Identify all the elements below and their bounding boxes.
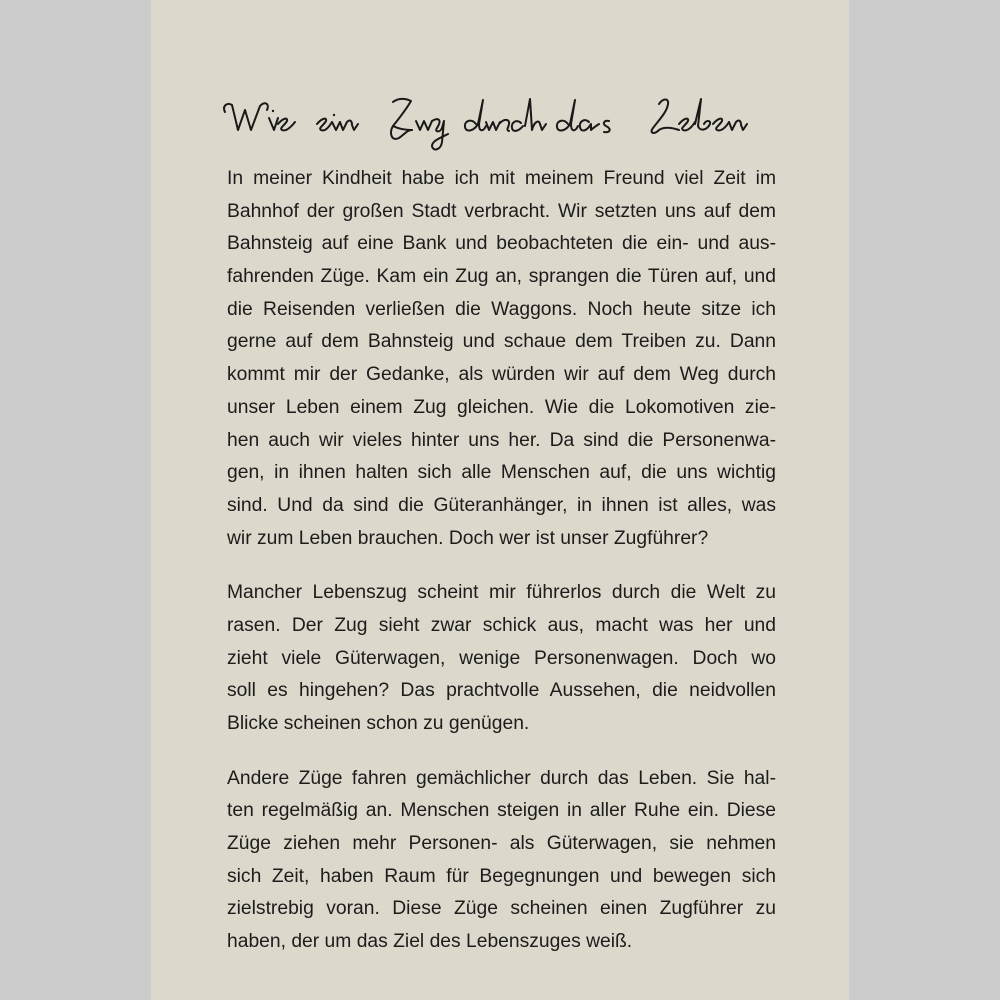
article-body xyxy=(227,163,776,981)
handwritten-title-signature xyxy=(221,86,781,156)
text-line: gen, in ihnen halten sich alle Menschen auf, die uns wichtig xyxy=(227,462,776,484)
text-line: die Reisenden verließen die Waggons. Noch heute sitze ich xyxy=(227,298,776,320)
text-line: zielstrebig voran. Diese Züge scheinen einen Zugführer zu xyxy=(227,898,776,920)
handwritten-title xyxy=(221,86,781,156)
text-line: Andere Züge fahren gemächlicher durch das Leben. Sie hal- xyxy=(227,767,776,789)
text-line: fahrenden Züge. Kam ein Zug an, sprangen die Türen auf, und xyxy=(227,266,776,288)
text-line: wir zum Leben brauchen. Doch wer ist unser Zugführer? xyxy=(227,527,709,549)
text-line: Mancher Lebenszug scheint mir führerlos durch die Welt zu xyxy=(227,582,776,604)
text-line: sind. Und da sind die Güteranhänger, in ihnen ist alles, was xyxy=(227,494,776,516)
text-line: soll es hingehen? Das prachtvolle Aussehen, die neidvollen xyxy=(227,680,776,702)
text-line: haben, der um das Ziel des Lebenszuges weiß. xyxy=(227,931,633,953)
text-line: Züge ziehen mehr Personen- als Güterwagen, sie nehmen xyxy=(227,833,776,855)
text-line: rasen. Der Zug sieht zwar schick aus, macht was her und xyxy=(227,614,776,636)
text-line: sich Zeit, haben Raum für Begegnungen und bewegen sich xyxy=(227,865,776,887)
text-line: ten regelmäßig an. Menschen steigen in aller Ruhe ein. Diese xyxy=(227,800,776,822)
paragraph-1 xyxy=(227,163,776,555)
text-line: Bahnsteig auf eine Bank und beobachteten die ein- und aus- xyxy=(227,233,776,255)
text-line: In meiner Kindheit habe ich mit meinem Freund viel Zeit im xyxy=(227,168,776,189)
paragraph-2 xyxy=(227,577,776,740)
paragraph-3 xyxy=(227,763,776,959)
text-line: Blicke scheinen schon zu genügen. xyxy=(227,713,530,734)
text-line: kommt mir der Gedanke, als würden wir auf dem Weg durch xyxy=(227,364,776,386)
text-line: gerne auf dem Bahnsteig und schaue dem Treiben zu. Dann xyxy=(227,331,776,353)
text-line: unser Leben einem Zug gleichen. Wie die Lokomotiven zie- xyxy=(227,396,776,418)
text-line: zieht viele Güterwagen, wenige Personenwagen. Doch wo xyxy=(227,647,776,669)
book-page xyxy=(151,0,849,1000)
text-line: Bahnhof der großen Stadt verbracht. Wir setzten uns auf dem xyxy=(227,200,776,222)
text-line: hen auch wir vieles hinter uns her. Da sind die Personenwa- xyxy=(227,429,776,451)
